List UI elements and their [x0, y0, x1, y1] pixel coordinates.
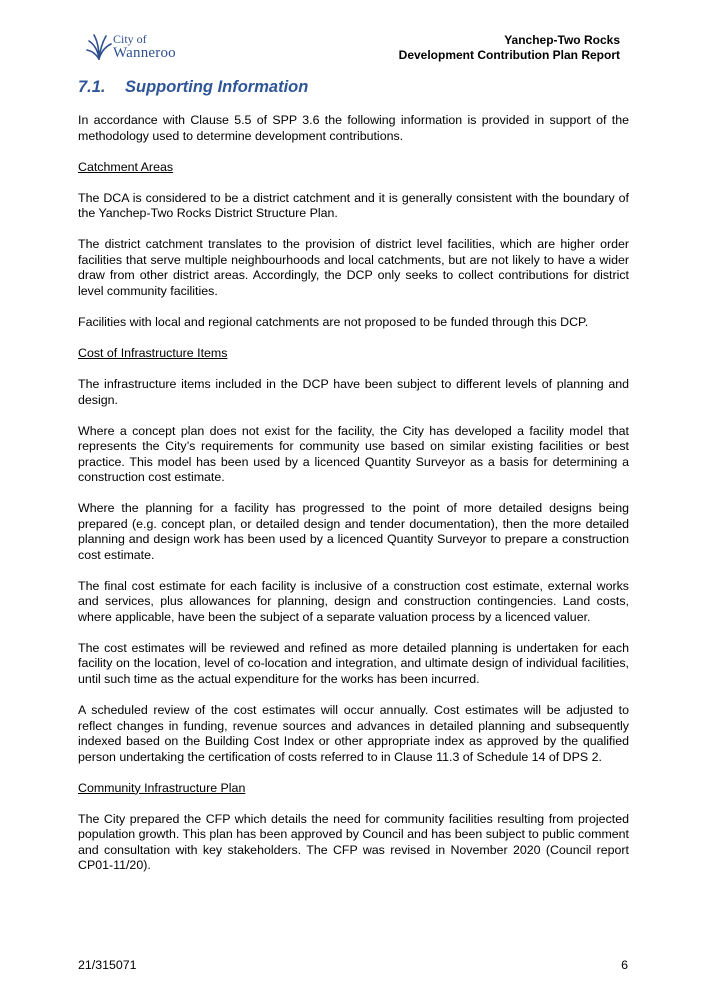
- city-logo: [86, 30, 196, 64]
- document-reference: 21/315071: [78, 958, 137, 972]
- paragraph: A scheduled review of the cost estimates will occur annually. Cost estimates will be adjusted to reflect changes in funding, revenue sources and advances in detailed planning and subsequently indexed based on the Building Cost Index or other appropriate index as approved by the qualified person undertaking the certification of costs referred to in Clause 11.3 of Schedule 14 of DPS 2.: [78, 703, 629, 764]
- paragraph: The final cost estimate for each facility is inclusive of a construction cost estimate, external works and services, plus allowances for planning, design and construction contingencies. Land costs, where applicable, have been the subject of a separate valuation process by a licenced valuer.: [78, 578, 629, 624]
- report-header: [399, 33, 620, 62]
- subheading: Community Infrastructure Plan: [78, 780, 246, 795]
- subheading: Catchment Areas: [78, 159, 174, 174]
- report-title-line1: Yanchep-Two Rocks: [504, 33, 620, 47]
- paragraph: Where the planning for a facility has progressed to the point of more detailed designs being prepared (e.g. concept plan, or detailed design and tender documentation), then the more detailed planning and design work has been used by a licenced Quantity Surveyor to prepare a construction cost estimate.: [78, 501, 629, 562]
- logo-text-line2: Wanneroo: [113, 45, 176, 61]
- paragraph: The district catchment translates to the provision of district level facilities, which are higher order facilities that serve multiple neighbourhoods and local catchments, but are not likely to have a wider draw from other district areas. Accordingly, the DCP only seeks to collect contributions for district level community facilities.: [78, 237, 629, 298]
- paragraph: Facilities with local and regional catchments are not proposed to be funded through this DCP.: [78, 314, 589, 329]
- paragraph: The City prepared the CFP which details the need for community facilities resulting from projected population growth. This plan has been approved by Council and has been subject to public comment and consultation with key stakeholders. The CFP was revised in November 2020 (Council report CP01-11/20).: [78, 811, 629, 873]
- section-heading: [78, 78, 308, 97]
- report-title-line2: Development Contribution Plan Report: [398, 47, 620, 62]
- section-title: Supporting Information: [125, 78, 309, 96]
- logo-text-line1: City of: [113, 32, 147, 46]
- section-number: 7.1.: [78, 78, 106, 96]
- page-number: 6: [621, 958, 628, 972]
- paragraph: In accordance with Clause 5.5 of SPP 3.6 the following information is provided in support of the methodology used to determine development contributions.: [78, 113, 629, 143]
- paragraph: The DCA is considered to be a district catchment and it is generally consistent with the boundary of the Yanchep-Two Rocks District Structure Plan.: [78, 190, 629, 221]
- paragraph: Where a concept plan does not exist for the facility, the City has developed a facility model that represents the City’s requirements for community use based on similar existing facilities or best practice. This model has been used by a licenced Quantity Surveyor as a basis for determining a construction cost estimate.: [78, 423, 629, 485]
- subheading: Cost of Infrastructure Items: [78, 345, 228, 360]
- paragraph: The cost estimates will be reviewed and refined as more detailed planning is undertaken for each facility on the location, level of co-location and integration, and ultimate design of individual facilities, until such time as the actual expenditure for the works has been incurred.: [78, 640, 629, 686]
- paragraph: The infrastructure items included in the DCP have been subject to different levels of planning and design.: [78, 377, 629, 407]
- city-logo-icon: [86, 32, 112, 60]
- body-content: [78, 113, 629, 889]
